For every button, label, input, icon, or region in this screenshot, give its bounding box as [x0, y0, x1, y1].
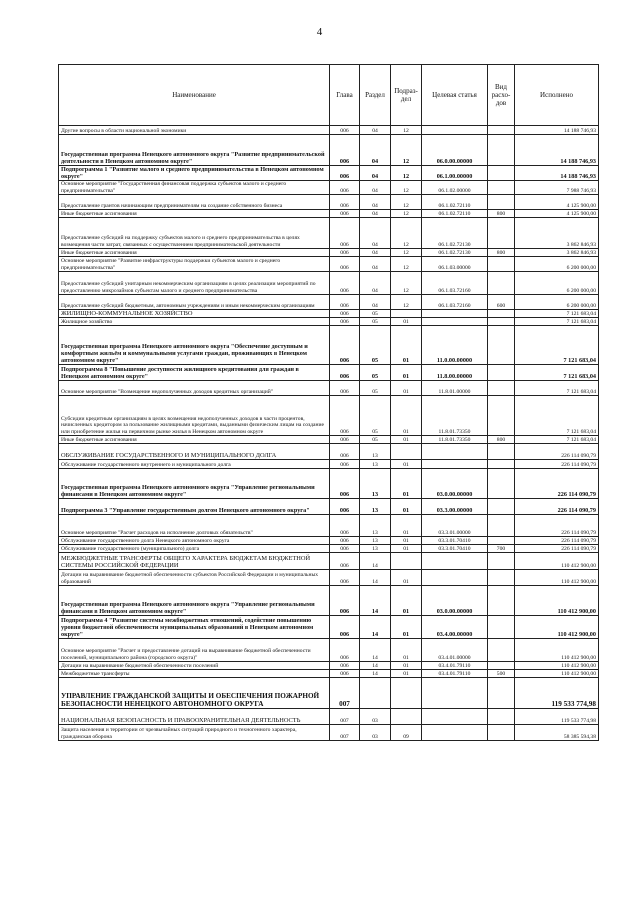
- name: Обслуживание государственного внутреннего и муниципального долга: [59, 460, 330, 469]
- cell-razdel: 14: [360, 670, 391, 678]
- cell-vid: [488, 396, 515, 436]
- cell-razdel: 14: [360, 662, 391, 670]
- name: Межбюджетные трансферты: [59, 670, 330, 678]
- name: Защита населения и территории от чрезвычайных ситуаций природного и техногенного характера, гражданская оборона: [59, 725, 330, 741]
- cell-podrazdel: 01: [391, 381, 422, 396]
- cell-amount: 226 114 090,79: [515, 545, 599, 553]
- cell-podrazdel: 01: [391, 469, 422, 499]
- cell-razdel: [360, 678, 391, 709]
- name: Иные бюджетные ассигнования: [59, 436, 330, 444]
- cell-vid: [488, 181, 515, 195]
- cell-razdel: 14: [360, 616, 391, 639]
- cell-stat: [422, 678, 488, 709]
- cell-podrazdel: [391, 444, 422, 460]
- cell-vid: [488, 570, 515, 586]
- cell-glava: 006: [330, 365, 360, 381]
- cell-glava: 006: [330, 181, 360, 195]
- name: ОБСЛУЖИВАНИЕ ГОСУДАРСТВЕННОГО И МУНИЦИПАЛЬНОГО ДОЛГА: [59, 444, 330, 460]
- cell-podrazdel: 01: [391, 365, 422, 381]
- cell-glava: 006: [330, 616, 360, 639]
- name: Обслуживание государственного долга Ненецкого автономного округа: [59, 537, 330, 545]
- cell-stat: 03.4.01.79110: [422, 670, 488, 678]
- cell-glava: 006: [330, 515, 360, 537]
- cell-stat: 11.8.01.73350: [422, 436, 488, 444]
- table-row: [59, 662, 599, 670]
- header-vid: Вид расхо-дов: [488, 65, 515, 126]
- cell-razdel: 04: [360, 257, 391, 272]
- table-row: [59, 135, 599, 166]
- cell-stat: 03.0.00.00000: [422, 469, 488, 499]
- name: Государственная программа Ненецкого автономного округа "Управление региональными финансами в Ненецком автономном округе": [59, 586, 330, 616]
- cell-vid: [488, 272, 515, 295]
- cell-stat: [422, 460, 488, 469]
- cell-vid: [488, 499, 515, 515]
- header-stat: Целевая статья: [422, 65, 488, 126]
- cell-stat: 06.1.03.72160: [422, 272, 488, 295]
- cell-podrazdel: 01: [391, 396, 422, 436]
- cell-vid: 600: [488, 295, 515, 310]
- cell-amount: 7 121 683,04: [515, 318, 599, 326]
- cell-podrazdel: [391, 709, 422, 725]
- cell-amount: 110 412 900,00: [515, 553, 599, 570]
- table-row: [59, 639, 599, 662]
- cell-stat: [422, 318, 488, 326]
- name: Другие вопросы в области национальной экономики: [59, 126, 330, 135]
- name: Основное мероприятие "Расчет и предоставление дотаций на выравнивание бюджетной обеспеченности поселений, муниципального района (городского округа)": [59, 639, 330, 662]
- name: Предоставление субсидий на поддержку субъектов малого и среднего предпринимательства в целях возмещения части затрат, связанных с осуществлением предпринимательской деятельности: [59, 218, 330, 249]
- cell-stat: 06.1.00.00000: [422, 166, 488, 181]
- cell-glava: 006: [330, 639, 360, 662]
- cell-razdel: 13: [360, 515, 391, 537]
- cell-razdel: 04: [360, 135, 391, 166]
- cell-vid: 800: [488, 249, 515, 257]
- table-row: [59, 318, 599, 326]
- cell-vid: [488, 310, 515, 318]
- table-row: [59, 295, 599, 310]
- cell-podrazdel: 12: [391, 210, 422, 218]
- name: Жилищное хозяйство: [59, 318, 330, 326]
- cell-glava: 006: [330, 126, 360, 135]
- cell-vid: [488, 709, 515, 725]
- table-row: [59, 537, 599, 545]
- cell-podrazdel: 01: [391, 586, 422, 616]
- cell-glava: 006: [330, 553, 360, 570]
- cell-podrazdel: 12: [391, 295, 422, 310]
- table-row: [59, 396, 599, 436]
- cell-amount: 226 114 090,79: [515, 499, 599, 515]
- cell-stat: 11.0.00.00000: [422, 326, 488, 365]
- cell-razdel: 13: [360, 469, 391, 499]
- cell-razdel: 14: [360, 586, 391, 616]
- cell-vid: [488, 537, 515, 545]
- table-row: [59, 499, 599, 515]
- cell-stat: [422, 553, 488, 570]
- cell-podrazdel: 01: [391, 460, 422, 469]
- table-row: [59, 272, 599, 295]
- cell-razdel: 14: [360, 570, 391, 586]
- table-row: [59, 553, 599, 570]
- cell-vid: [488, 257, 515, 272]
- cell-razdel: 04: [360, 195, 391, 210]
- name: УПРАВЛЕНИЕ ГРАЖДАНСКОЙ ЗАЩИТЫ И ОБЕСПЕЧЕНИЯ ПОЖАРНОЙ БЕЗОПАСНОСТИ НЕНЕЦКОГО АВТОНОМНОГО ОКРУГА: [59, 678, 330, 709]
- cell-amount: 226 114 090,79: [515, 515, 599, 537]
- cell-amount: 110 412 900,00: [515, 586, 599, 616]
- cell-vid: 500: [488, 670, 515, 678]
- cell-podrazdel: 12: [391, 249, 422, 257]
- cell-podrazdel: 01: [391, 436, 422, 444]
- name: ЖИЛИЩНО-КОММУНАЛЬНОЕ ХОЗЯЙСТВО: [59, 310, 330, 318]
- cell-podrazdel: 01: [391, 326, 422, 365]
- cell-amount: 110 412 900,00: [515, 570, 599, 586]
- name: Предоставление субсидий бюджетным, автономным учреждениям и иным некоммерческим организациям: [59, 295, 330, 310]
- cell-stat: [422, 310, 488, 318]
- name: Подпрограмма 1 "Развитие малого и среднего предпринимательства в Ненецком автономном округе": [59, 166, 330, 181]
- cell-amount: 119 533 774,98: [515, 678, 599, 709]
- table-header-row: [59, 65, 599, 126]
- cell-vid: [488, 725, 515, 741]
- cell-stat: [422, 126, 488, 135]
- cell-glava: 006: [330, 210, 360, 218]
- cell-glava: 006: [330, 310, 360, 318]
- table-row: [59, 670, 599, 678]
- cell-stat: 06.1.02.72130: [422, 218, 488, 249]
- cell-stat: 06.1.03.72160: [422, 295, 488, 310]
- table-row: [59, 725, 599, 741]
- table-row: [59, 515, 599, 537]
- cell-glava: 006: [330, 295, 360, 310]
- cell-glava: 006: [330, 218, 360, 249]
- name: НАЦИОНАЛЬНАЯ БЕЗОПАСНОСТЬ И ПРАВООХРАНИТЕЛЬНАЯ ДЕЯТЕЛЬНОСТЬ: [59, 709, 330, 725]
- name: Предоставление субсидий унитарным некоммерческим организациям в целях реализации мероприятий по предоставлению микрозаймов субъектам малого и среднего предпринимательства: [59, 272, 330, 295]
- cell-podrazdel: 01: [391, 616, 422, 639]
- name: Основное мероприятие "Развитие инфраструктуры поддержки субъектов малого и среднего предпринимательства": [59, 257, 330, 272]
- cell-vid: [488, 460, 515, 469]
- name: Основное мероприятие "Возмещение недополученных доходов кредитных организаций": [59, 381, 330, 396]
- cell-vid: [488, 662, 515, 670]
- cell-amount: 226 114 090,79: [515, 537, 599, 545]
- budget-table: [58, 64, 599, 741]
- cell-amount: 119 533 774,98: [515, 709, 599, 725]
- table-row: [59, 545, 599, 553]
- cell-amount: 226 114 090,79: [515, 460, 599, 469]
- table-row: [59, 365, 599, 381]
- name: Иные бюджетные ассигнования: [59, 210, 330, 218]
- cell-razdel: 05: [360, 365, 391, 381]
- cell-vid: [488, 444, 515, 460]
- header-razdel: Раздел: [360, 65, 391, 126]
- cell-stat: 06.1.02.72110: [422, 210, 488, 218]
- cell-podrazdel: 01: [391, 639, 422, 662]
- table-row: [59, 126, 599, 135]
- cell-vid: [488, 616, 515, 639]
- cell-glava: 006: [330, 460, 360, 469]
- cell-amount: 7 121 683,04: [515, 365, 599, 381]
- cell-glava: 006: [330, 195, 360, 210]
- name: Подпрограмма 3 "Управление государственным долгом Ненецкого автономного округа": [59, 499, 330, 515]
- cell-stat: 11.8.00.00000: [422, 365, 488, 381]
- cell-glava: 006: [330, 166, 360, 181]
- cell-razdel: 13: [360, 499, 391, 515]
- table-row: [59, 616, 599, 639]
- cell-amount: 7 121 683,04: [515, 326, 599, 365]
- cell-stat: 06.1.02.00000: [422, 181, 488, 195]
- name: Подпрограмма 4 "Развитие системы межбюджетных отношений, содействие повышению уровня бюджетной обеспеченности муниципальных образований в Ненецком автономном округе": [59, 616, 330, 639]
- cell-razdel: 13: [360, 444, 391, 460]
- cell-vid: 800: [488, 436, 515, 444]
- table-row: [59, 709, 599, 725]
- table-row: [59, 326, 599, 365]
- cell-vid: [488, 469, 515, 499]
- cell-vid: [488, 586, 515, 616]
- table-row: [59, 469, 599, 499]
- cell-razdel: 05: [360, 381, 391, 396]
- cell-razdel: 05: [360, 326, 391, 365]
- name: Обслуживание государственного (муниципального) долга: [59, 545, 330, 553]
- cell-podrazdel: [391, 310, 422, 318]
- page-number: 4: [316, 26, 323, 38]
- cell-glava: 006: [330, 326, 360, 365]
- cell-amount: 6 200 000,00: [515, 295, 599, 310]
- name: Государственная программа Ненецкого автономного округа "Управление региональными финансами в Ненецком автономном округе": [59, 469, 330, 499]
- cell-razdel: 05: [360, 396, 391, 436]
- cell-glava: 006: [330, 249, 360, 257]
- cell-vid: [488, 381, 515, 396]
- table-row: [59, 460, 599, 469]
- cell-amount: 6 200 000,00: [515, 257, 599, 272]
- cell-stat: 11.8.01.73350: [422, 396, 488, 436]
- cell-amount: 226 114 090,79: [515, 469, 599, 499]
- cell-podrazdel: 01: [391, 499, 422, 515]
- cell-stat: 03.4.01.79110: [422, 662, 488, 670]
- cell-glava: 006: [330, 436, 360, 444]
- name: МЕЖБЮДЖЕТНЫЕ ТРАНСФЕРТЫ ОБЩЕГО ХАРАКТЕРА БЮДЖЕТАМ БЮДЖЕТНОЙ СИСТЕМЫ РОССИЙСКОЙ ФЕДЕРАЦИИ: [59, 553, 330, 570]
- cell-amount: 226 114 090,79: [515, 444, 599, 460]
- cell-stat: 03.0.00.00000: [422, 586, 488, 616]
- cell-stat: [422, 570, 488, 586]
- cell-razdel: 04: [360, 210, 391, 218]
- cell-vid: [488, 553, 515, 570]
- cell-podrazdel: [391, 553, 422, 570]
- table-row: [59, 310, 599, 318]
- table-row: [59, 570, 599, 586]
- header-name: Наименование: [59, 65, 330, 126]
- cell-glava: 006: [330, 662, 360, 670]
- cell-stat: 03.3.01.70410: [422, 545, 488, 553]
- cell-vid: [488, 218, 515, 249]
- cell-glava: 006: [330, 257, 360, 272]
- cell-amount: 110 412 900,00: [515, 616, 599, 639]
- table-row: [59, 586, 599, 616]
- cell-amount: 6 200 000,00: [515, 272, 599, 295]
- cell-razdel: 04: [360, 218, 391, 249]
- cell-glava: 006: [330, 586, 360, 616]
- table-row: [59, 166, 599, 181]
- cell-glava: 006: [330, 469, 360, 499]
- cell-podrazdel: [391, 678, 422, 709]
- cell-podrazdel: 12: [391, 272, 422, 295]
- name: Государственная программа Ненецкого автономного округа "Развитие предпринимательской деятельности в Ненецком автономном округе": [59, 135, 330, 166]
- cell-vid: [488, 326, 515, 365]
- cell-amount: 110 412 900,00: [515, 639, 599, 662]
- name: Субсидии кредитным организациям в целях возмещения недополученных доходов в части процентов, начисленных кредитором за пользование жилищными кредитами, выданными физическим лицам на создание или приобретение жилья на первичном рынке жилья в Ненецком автономном округе: [59, 396, 330, 436]
- cell-stat: 03.3.00.00000: [422, 499, 488, 515]
- cell-amount: 7 121 683,04: [515, 381, 599, 396]
- cell-razdel: 04: [360, 126, 391, 135]
- cell-glava: 006: [330, 444, 360, 460]
- cell-podrazdel: 01: [391, 537, 422, 545]
- cell-razdel: 14: [360, 553, 391, 570]
- cell-stat: 03.3.01.70410: [422, 537, 488, 545]
- cell-podrazdel: 01: [391, 318, 422, 326]
- cell-amount: 110 412 900,00: [515, 670, 599, 678]
- cell-glava: 006: [330, 272, 360, 295]
- cell-amount: 7 121 683,04: [515, 396, 599, 436]
- cell-vid: 800: [488, 210, 515, 218]
- cell-stat: 06.1.03.00000: [422, 257, 488, 272]
- name: Основное мероприятие "Государственная финансовая поддержка субъектов малого и среднего предпринимательства": [59, 181, 330, 195]
- name: Подпрограмма 8 "Повышение доступности жилищного кредитования для граждан в Ненецком автономном округе": [59, 365, 330, 381]
- cell-amount: 14 188 746,93: [515, 135, 599, 166]
- cell-amount: 110 412 900,00: [515, 662, 599, 670]
- cell-podrazdel: 12: [391, 126, 422, 135]
- table-row: [59, 195, 599, 210]
- cell-stat: 06.0.00.00000: [422, 135, 488, 166]
- table-row: [59, 249, 599, 257]
- cell-stat: 06.1.02.72110: [422, 195, 488, 210]
- cell-razdel: 05: [360, 318, 391, 326]
- cell-amount: 7 121 683,04: [515, 310, 599, 318]
- cell-podrazdel: 12: [391, 181, 422, 195]
- cell-stat: 06.1.02.72130: [422, 249, 488, 257]
- cell-amount: 14 188 746,93: [515, 126, 599, 135]
- cell-vid: [488, 166, 515, 181]
- cell-amount: 58 385 594,38: [515, 725, 599, 741]
- cell-glava: 006: [330, 545, 360, 553]
- cell-podrazdel: 01: [391, 545, 422, 553]
- cell-razdel: 04: [360, 295, 391, 310]
- cell-razdel: 04: [360, 249, 391, 257]
- table-row: [59, 181, 599, 195]
- cell-vid: 700: [488, 545, 515, 553]
- cell-podrazdel: 12: [391, 257, 422, 272]
- cell-amount: 4 125 900,00: [515, 195, 599, 210]
- name: Дотации на выравнивание бюджетной обеспеченности поселений: [59, 662, 330, 670]
- name: Основное мероприятие "Расчет расходов на исполнение долговых обязательств": [59, 515, 330, 537]
- cell-podrazdel: 01: [391, 670, 422, 678]
- cell-glava: 006: [330, 670, 360, 678]
- cell-podrazdel: 12: [391, 135, 422, 166]
- cell-amount: 3 862 846,93: [515, 249, 599, 257]
- cell-vid: [488, 515, 515, 537]
- cell-glava: 006: [330, 135, 360, 166]
- cell-podrazdel: 12: [391, 195, 422, 210]
- cell-glava: 006: [330, 396, 360, 436]
- table-row: [59, 210, 599, 218]
- header-amount: Исполнено: [515, 65, 599, 126]
- table-row: [59, 444, 599, 460]
- cell-podrazdel: 12: [391, 218, 422, 249]
- cell-podrazdel: 01: [391, 662, 422, 670]
- cell-amount: 3 862 846,93: [515, 218, 599, 249]
- cell-glava: 006: [330, 318, 360, 326]
- cell-stat: 03.4.00.00000: [422, 616, 488, 639]
- cell-amount: 7 988 746,93: [515, 181, 599, 195]
- cell-vid: [488, 365, 515, 381]
- cell-amount: 4 125 900,00: [515, 210, 599, 218]
- table-row: [59, 678, 599, 709]
- header-podrazdel: Подраз-дел: [391, 65, 422, 126]
- cell-amount: 14 188 746,93: [515, 166, 599, 181]
- cell-glava: 006: [330, 570, 360, 586]
- cell-vid: [488, 135, 515, 166]
- table-row: [59, 381, 599, 396]
- cell-podrazdel: 01: [391, 515, 422, 537]
- cell-razdel: 14: [360, 639, 391, 662]
- cell-stat: 03.3.01.00000: [422, 515, 488, 537]
- cell-podrazdel: 09: [391, 725, 422, 741]
- cell-glava: 007: [330, 678, 360, 709]
- cell-stat: [422, 709, 488, 725]
- cell-razdel: 03: [360, 725, 391, 741]
- cell-razdel: 03: [360, 709, 391, 725]
- cell-amount: 7 121 683,04: [515, 436, 599, 444]
- cell-razdel: 04: [360, 166, 391, 181]
- name: Дотации на выравнивание бюджетной обеспеченности субъектов Российской Федерации и муниципальных образований: [59, 570, 330, 586]
- cell-razdel: 05: [360, 310, 391, 318]
- cell-vid: [488, 318, 515, 326]
- cell-stat: 03.4.01.00000: [422, 639, 488, 662]
- table-row: [59, 436, 599, 444]
- cell-vid: [488, 195, 515, 210]
- cell-stat: [422, 725, 488, 741]
- name: Предоставление грантов начинающим предпринимателям на создание собственного бизнеса: [59, 195, 330, 210]
- table-row: [59, 218, 599, 249]
- table-row: [59, 257, 599, 272]
- name: Иные бюджетные ассигнования: [59, 249, 330, 257]
- cell-vid: [488, 639, 515, 662]
- cell-podrazdel: 01: [391, 570, 422, 586]
- cell-stat: [422, 444, 488, 460]
- cell-podrazdel: 12: [391, 166, 422, 181]
- cell-razdel: 04: [360, 272, 391, 295]
- cell-glava: 006: [330, 537, 360, 545]
- cell-glava: 007: [330, 709, 360, 725]
- cell-glava: 006: [330, 381, 360, 396]
- cell-stat: 11.8.01.00000: [422, 381, 488, 396]
- cell-vid: [488, 126, 515, 135]
- cell-razdel: 04: [360, 181, 391, 195]
- cell-razdel: 13: [360, 537, 391, 545]
- header-glava: Глава: [330, 65, 360, 126]
- cell-razdel: 13: [360, 545, 391, 553]
- cell-razdel: 13: [360, 460, 391, 469]
- cell-vid: [488, 678, 515, 709]
- table-body: [59, 126, 599, 741]
- cell-glava: 006: [330, 499, 360, 515]
- cell-razdel: 05: [360, 436, 391, 444]
- name: Государственная программа Ненецкого автономного округа "Обеспечение доступным и комфортным жильём и коммунальными услугами граждан, проживающих в Ненецком автономном округе": [59, 326, 330, 365]
- cell-glava: 007: [330, 725, 360, 741]
